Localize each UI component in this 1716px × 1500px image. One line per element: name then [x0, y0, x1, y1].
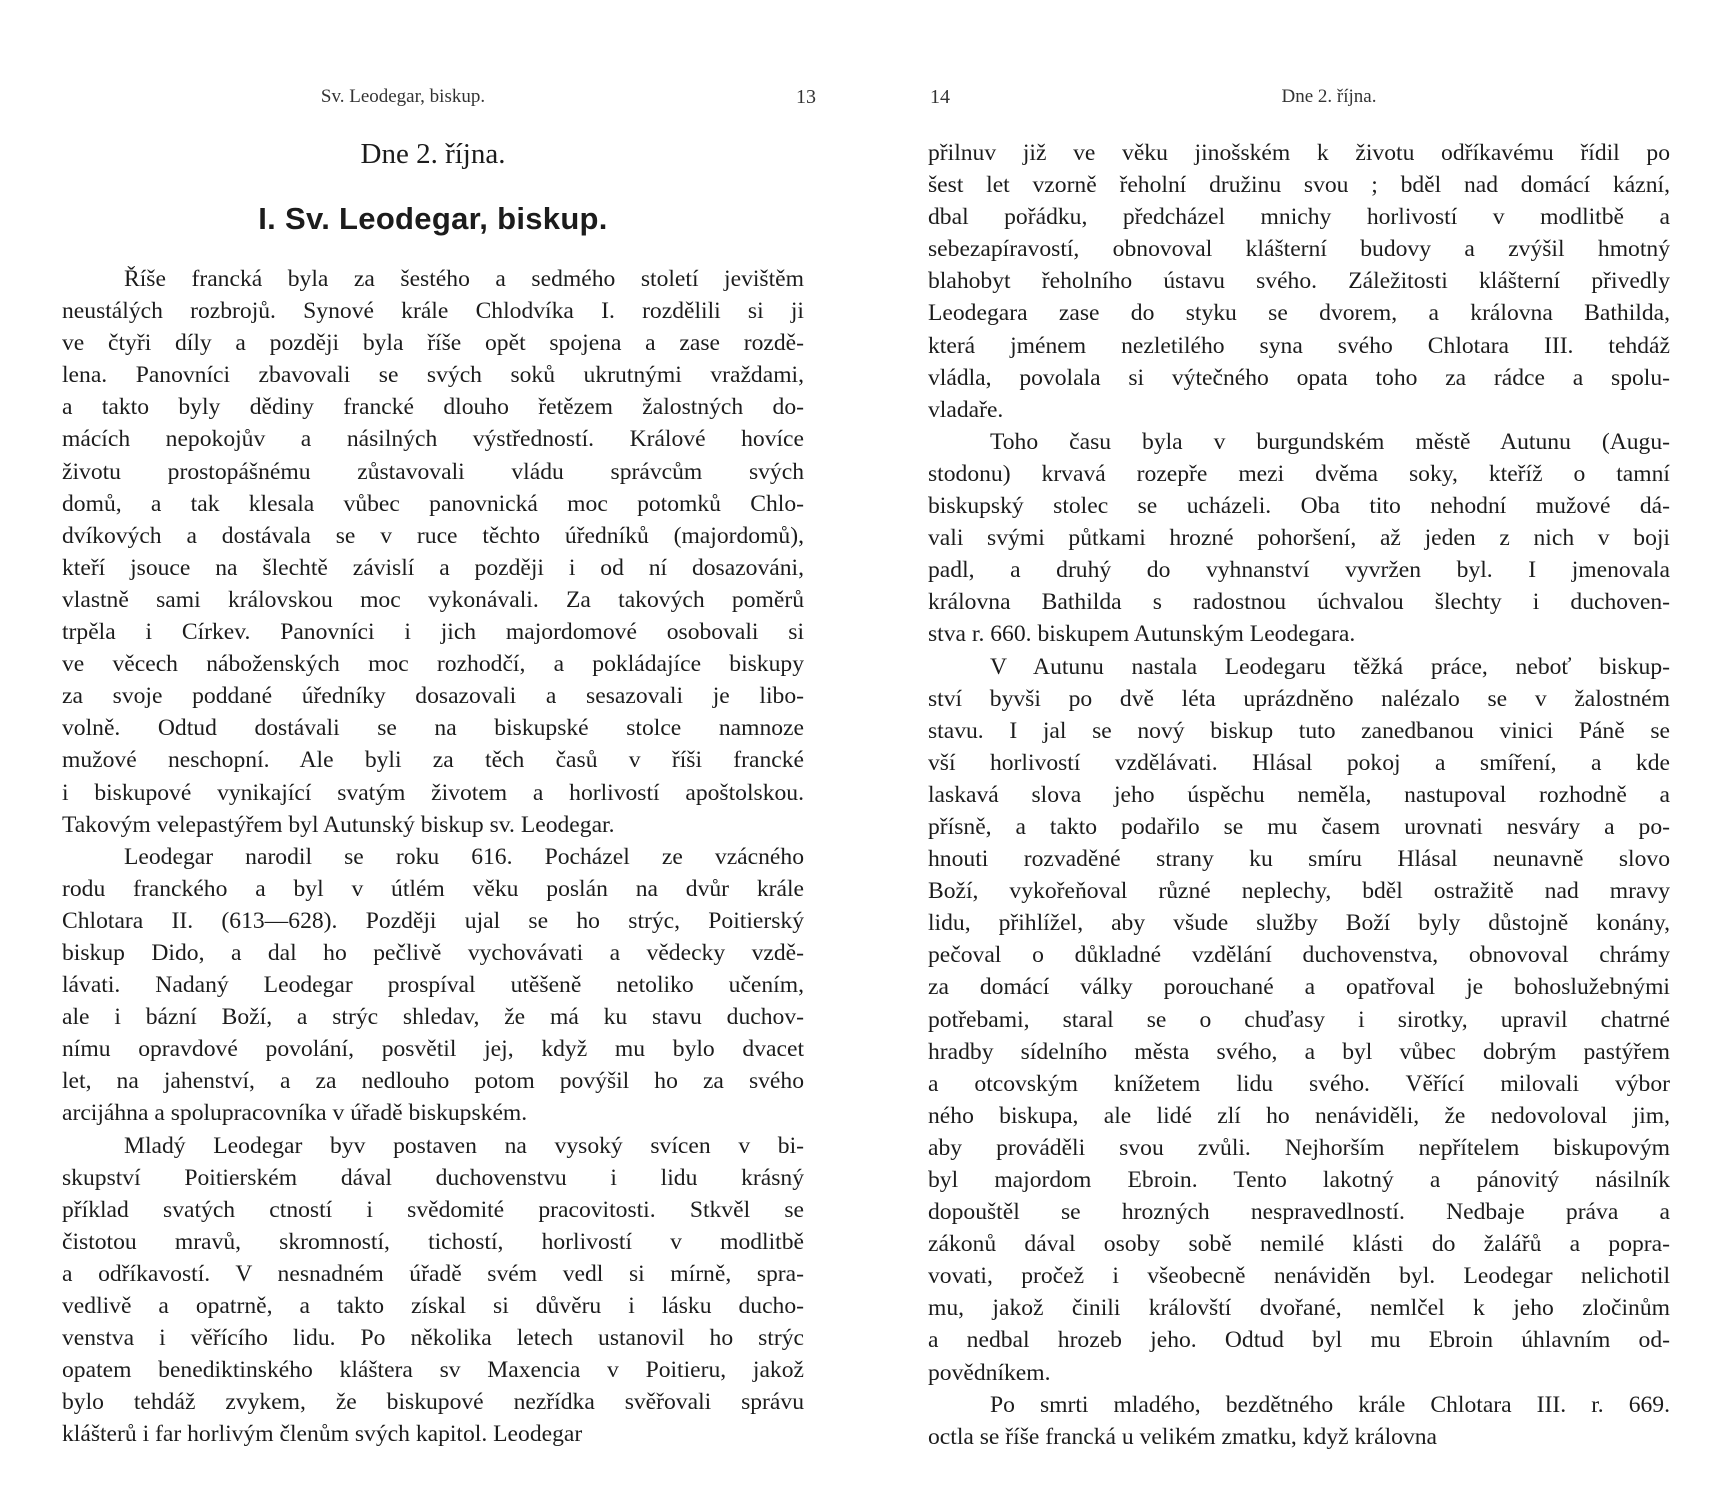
text-line: lidu, přihlížel, aby všude služby Boží byly důstojně konány,	[928, 910, 1670, 937]
text-line: byl majordom Ebroin. Tento lakotný a pánovitý násilník	[928, 1167, 1670, 1193]
text-line: mužové neschopní. Ale byli za těch časů v říši francké	[62, 747, 804, 774]
text-line: aby prováděli svou zvůli. Nejhorším nepřítelem biskupovým	[928, 1134, 1670, 1161]
text-line: V Autunu nastala Leodegaru těžká práce, neboť biskup-	[990, 653, 1670, 680]
text-line: vali svými půtkami hrozné pohoršení, až jeden z nich v boji	[928, 525, 1670, 552]
text-line: Takovým velepastýřem byl Autunský biskup sv. Leodegar.	[62, 811, 615, 838]
text-line: biskupský stolec se ucházeli. Oba tito nehodní mužové dá-	[928, 493, 1670, 520]
text-line: octla se říše francká u velikém zmatku, když královna	[928, 1423, 1438, 1450]
text-line: neustálých rozbrojů. Synové krále Chlodvíka I. rozdělili si ji	[62, 298, 804, 325]
running-head-title: Dne 2. října.	[1281, 86, 1377, 107]
running-head	[928, 86, 1670, 110]
text-line: hradby sídelního města svého, a byl vůbec dobrým pastýřem	[928, 1038, 1670, 1065]
text-line: Chlotara II. (613—628). Později ujal se ho strýc, Poitierský	[62, 907, 804, 934]
text-line: dvíkových a dostávala se v ruce těchto úředníků (majordomů),	[62, 522, 804, 549]
text-line: stavu. I jal se nový biskup tuto zanedbanou vinici Páně se	[928, 717, 1670, 744]
text-line: rodu franckého a byl v útlém věku poslán na dvůr krále	[62, 875, 804, 902]
text-line: zákonů dával osoby sobě nemilé klásti do žalářů a popra-	[928, 1231, 1670, 1258]
text-line: za domácí války porouchané a opatřoval je bohoslužebnými	[928, 974, 1670, 1001]
text-line: přilnuv již ve věku jinošském k životu odříkavému řídil po	[928, 140, 1670, 166]
text-line: trpěla i Církev. Panovníci i jich majordomové osobovali si	[62, 619, 804, 646]
page-number: 14	[930, 86, 950, 108]
text-line: za svoje poddané úředníky dosazovali a sesazovali je libo-	[62, 683, 804, 710]
text-line: která jménem nezletilého syna svého Chlotara III. tehdáž	[928, 332, 1670, 359]
text-line: biskup Dido, a dal ho pečlivě vychovávati a vědecky vzdě-	[62, 939, 804, 966]
text-line: klášterů i far horlivým členům svých kapitol. Leodegar	[62, 1421, 583, 1448]
text-line: Po smrti mladého, bezdětného krále Chlotara III. r. 669.	[990, 1391, 1670, 1418]
text-line: Toho času byla v burgundském městě Autunu (Augu-	[990, 428, 1670, 455]
text-line: Boží, vykořeňoval různé neplechy, bděl ostražitě nad mravy	[928, 878, 1670, 905]
text-line: stva r. 660. biskupem Autunským Leodegara.	[928, 621, 1356, 648]
running-head	[62, 86, 816, 110]
text-line: dopouštěl se hrozných nespravedlností. Nedbaje práva a	[928, 1199, 1670, 1226]
text-line: skupství Poitierském dával duchovenstvu i lidu krásný	[62, 1164, 804, 1191]
text-line: ství byvši po dvě léta uprázdněno nalézalo se v žalostném	[928, 685, 1670, 712]
day-heading: Dne 2. října.	[360, 138, 506, 170]
text-line: životu prostopášnému zůstavovali vládu správcům svých	[62, 458, 804, 485]
body-text	[928, 137, 1670, 1453]
text-line: ve věcech náboženských moc rozhodčí, a pokládajíce biskupy	[62, 651, 804, 678]
text-line: sebezapíravostí, obnovoval klášterní budovy a zvýšil hmotný	[928, 236, 1670, 263]
text-line: královna Bathilda s radostnou úchvalou šlechty i duchoven-	[928, 589, 1670, 616]
text-line: let, na jahenství, a za nedlouho potom povýšil ho za svého	[62, 1068, 804, 1095]
left-page	[62, 0, 816, 1500]
text-line: a odříkavostí. V nesnadném úřadě svém vedl si mírně, spra-	[62, 1260, 804, 1287]
text-line: a nedbal hrozeb jeho. Odtud byl mu Ebroin úhlavním od-	[928, 1327, 1670, 1354]
text-line: kteří jsouce na šlechtě závislí a později i od ní dosazováni,	[62, 554, 804, 581]
text-line: vší horlivostí vzdělávati. Hlásal pokoj a smíření, a kde	[928, 749, 1670, 776]
text-line: vedlivě a opatrně, a takto získal si důvěru i lásku ducho-	[62, 1293, 804, 1319]
text-line: mácích nepokojův a násilných výstředností. Králové hovíce	[62, 426, 804, 453]
text-line: lena. Panovníci zbavovali se svých soků ukrutnými vraždami,	[62, 362, 804, 389]
text-line: Leodegara zase do styku se dvorem, a královna Bathilda,	[928, 300, 1670, 327]
text-line: opatem benediktinského kláštera sv Maxencia v Poitieru, jakož	[62, 1357, 804, 1384]
running-head-title: Sv. Leodegar, biskup.	[320, 86, 486, 107]
text-line: a takto byly dědiny francké dlouho řetězem žalostných do-	[62, 394, 804, 421]
text-line: vlastně sami královskou moc vykonávali. Za takových poměrů	[62, 586, 804, 613]
text-line: lávati. Nadaný Leodegar prospíval utěšeně netoliko učením,	[62, 972, 804, 999]
text-line: Říše francká byla za šestého a sedmého století jevištěm	[124, 266, 804, 292]
section-title: I. Sv. Leodegar, biskup.	[258, 201, 608, 236]
text-line: i biskupové vynikající svatým životem a horlivostí apoštolskou.	[62, 779, 804, 806]
text-line: blahobyt řeholního ústavu svého. Záležitosti klášterní přivedly	[928, 268, 1670, 295]
text-line: laskavá slova jeho úspěchu neměla, nastupoval rozhodně a	[928, 781, 1670, 808]
text-line: vládla, povolala si výtečného opata toho za rádce a spolu-	[928, 364, 1670, 391]
text-line: volně. Odtud dostávali se na biskupské stolce namnoze	[62, 715, 804, 742]
text-line: pečoval o důkladné vzdělání duchovenstva, obnovoval chrámy	[928, 942, 1670, 969]
text-line: vovati, pročež i všeobecně nenáviděn byl. Leodegar nelichotil	[928, 1263, 1670, 1290]
text-line: dbal pořádku, předcházel mnichy horlivostí v modlitbě a	[928, 204, 1670, 231]
text-line: příklad svatých ctností i svědomité pracovitosti. Stkvěl se	[62, 1196, 804, 1223]
body-text	[62, 263, 804, 1450]
text-line: přísně, a takto podařilo se mu časem urovnati nesváry a po-	[928, 813, 1670, 840]
text-line: stodonu) krvavá rozepře mezi dvěma soky, kteříž o tamní	[928, 460, 1670, 487]
text-line: hnouti rozvaděné strany ku smíru Hlásal neunavně slovo	[928, 846, 1670, 873]
text-line: šest let vzorně řeholní družinu svou ; bděl nad domácí kázní,	[928, 172, 1670, 199]
text-line: ale i bázní Boží, a strýc shledav, že má ku stavu duchov-	[62, 1004, 804, 1031]
text-line: potřebami, staral se o chuďasy i sirotky, upravil chatrné	[928, 1006, 1670, 1033]
right-page	[928, 0, 1670, 1500]
text-line: padl, a druhý do vyhnanství vyvržen byl. I jmenovala	[928, 557, 1670, 584]
text-line: Leodegar narodil se roku 616. Pocházel ze vzácného	[124, 843, 804, 870]
text-line: ve čtyři díly a později byla říše opět spojena a zase rozdě-	[62, 330, 804, 357]
text-line: venstva i věřícího lidu. Po několika letech ustanovil ho strýc	[62, 1325, 804, 1352]
text-line: mu, jakož činili královští dvořané, nemlčel k jeho zločinům	[928, 1295, 1670, 1322]
text-line: a otcovským knížetem lidu svého. Věřící milovali výbor	[928, 1070, 1670, 1097]
text-line: vladaře.	[928, 396, 1004, 423]
text-line: nímu opravdové povolání, posvětil jej, když mu bylo dvacet	[62, 1036, 804, 1063]
page-number: 13	[796, 86, 816, 108]
text-line: arcijáhna a spolupracovníka v úřadě biskupském.	[62, 1100, 528, 1127]
text-line: povědníkem.	[928, 1359, 1051, 1386]
text-line: domů, a tak klesala vůbec panovnická moc potomků Chlo-	[62, 490, 804, 517]
text-line: bylo tehdáž zvykem, že biskupové nezřídka svěřovali správu	[62, 1389, 804, 1416]
text-line: Mladý Leodegar byv postaven na vysoký svícen v bi-	[124, 1132, 804, 1159]
text-line: čistotou mravů, skromností, tichostí, horlivostí v modlitbě	[62, 1228, 804, 1255]
text-line: ného biskupa, ale lidé zlí ho nenáviděli, že nedovoloval jim,	[928, 1102, 1670, 1129]
